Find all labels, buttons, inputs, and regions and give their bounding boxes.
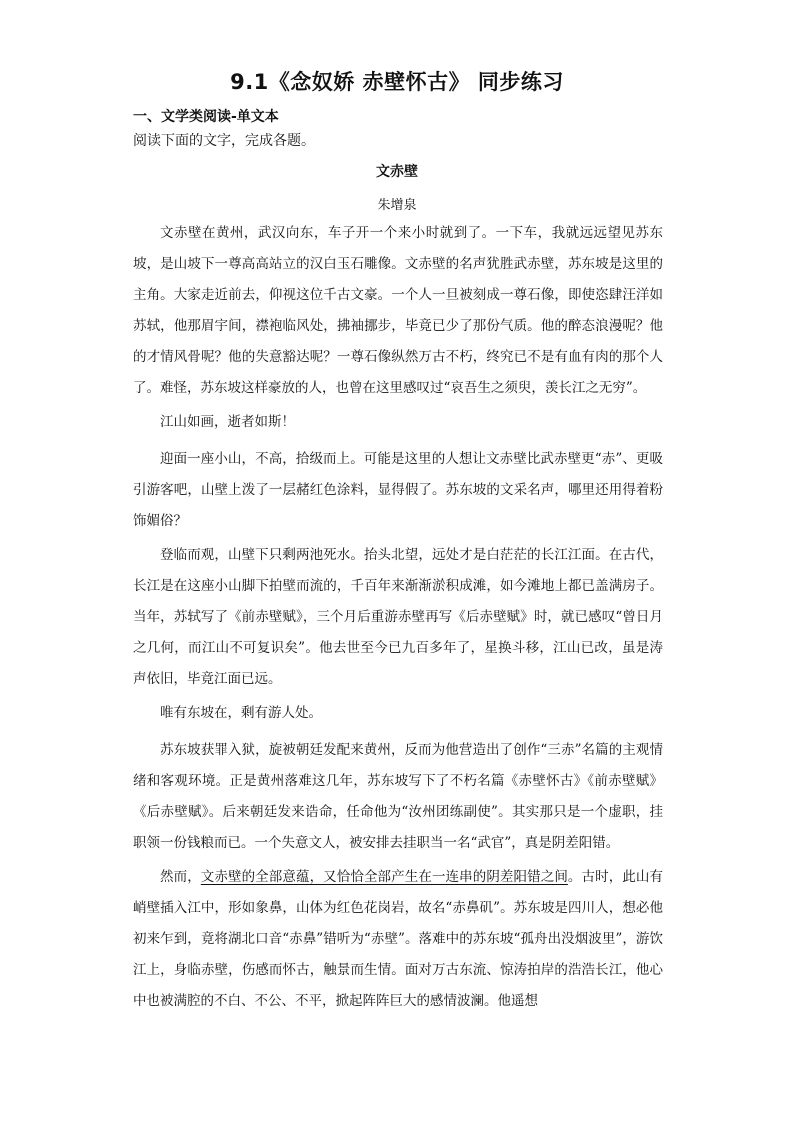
paragraph — [133, 862, 663, 1017]
article-author: 朱增泉 — [377, 198, 417, 213]
article-body — [133, 218, 663, 1020]
underlined-sentence: 文赤壁的全部意蕴，又恰恰全部产生在一连串的阴差阳错之间 — [200, 869, 568, 885]
paragraph: 登临而观，山壁下只剩两池死水。抬头北望，远处才是白茫茫的长江江面。在古代，长江是在这座小山脚下拍壁而流的，千百年来渐渐淤积成滩，如今滩地上都已盖满房子。当年，苏轼写了《前赤壁赋》，三个月后重游赤壁再写《后赤壁赋》时，就已感叹“曾日月之几何，而江山不可复识矣”。他去世至今已九百多年了，星换斗移，江山已改，虽是涛声依旧，毕竟江面已远。 — [133, 547, 663, 687]
doc-title: 9.1《念奴娇 赤壁怀古》 同步练习 — [230, 70, 564, 94]
paragraph-lead: 然而， — [160, 869, 201, 885]
section-heading: 一、文学类阅读-单文本 — [133, 109, 279, 125]
instruction-text: 阅读下面的文字，完成各题。 — [133, 133, 315, 149]
article-title: 文赤壁 — [376, 164, 418, 180]
paragraph: 迎面一座小山，不高，拾级而上。可能是这里的人想让文赤壁比武赤壁更“赤”、更吸引游客吧，山壁上泼了一层赭红色涂料，显得假了。苏东坡的文采名声，哪里还用得着粉饰媚俗？ — [133, 451, 663, 529]
paragraph: 唯有东坡在，剩有游人处。 — [160, 705, 322, 721]
paragraph-rest: 。古时，此山有峭壁插入江中，形如象鼻，山体为红色花岗岩，故名“赤鼻矶”。苏东坡是四川人，想必他初来乍到，竟将湖北口音“赤鼻”错听为“赤壁”。落难中的苏东坡“孤舟出没烟波里”，游饮江上，身临赤壁，伤感而怀古，触景而生情。面对万古东流、惊涛拍岸的浩浩长江，他心中也被满腔的不白、不公、不平，掀起阵阵巨大的感情波澜。他遥想 — [133, 869, 664, 1009]
paragraph: 苏东坡获罪入狱，旋被朝廷发配来黄州，反而为他营造出了创作“三赤”名篇的主观情绪和客观环境。正是黄州落难这几年，苏东坡写下了不朽名篇《赤壁怀古》《前赤壁赋》《后赤壁赋》。后来朝廷发来诰命，任命他为“汝州团练副使”。其实那只是一个虚职，挂职领一份钱粮而已。一个失意文人，被安排去挂职当一名“武官”，真是阴差阳错。 — [133, 742, 663, 851]
paragraph: 文赤壁在黄州，武汉向东，车子开一个来小时就到了。一下车，我就远远望见苏东坡，是山坡下一尊高高站立的汉白玉石雕像。文赤壁的名声犹胜武赤壁，苏东坡是这里的主角。大家走近前去，仰视这位千古文豪。一个人一旦被刻成一尊石像，即使恣肆汪洋如苏轼，他那眉宇间，襟袍临风处，拂袖挪步，毕竟已少了那份气质。他的醉态浪漫呢？他的才情风骨呢？他的失意豁达呢？一尊石像纵然万古不朽，终究已不是有血有肉的那个人了。难怪，苏东坡这样豪放的人，也曾在这里感叹过“哀吾生之须臾，羡长江之无穷”。 — [133, 225, 663, 396]
paragraph: 江山如画，逝者如斯！ — [160, 414, 295, 430]
